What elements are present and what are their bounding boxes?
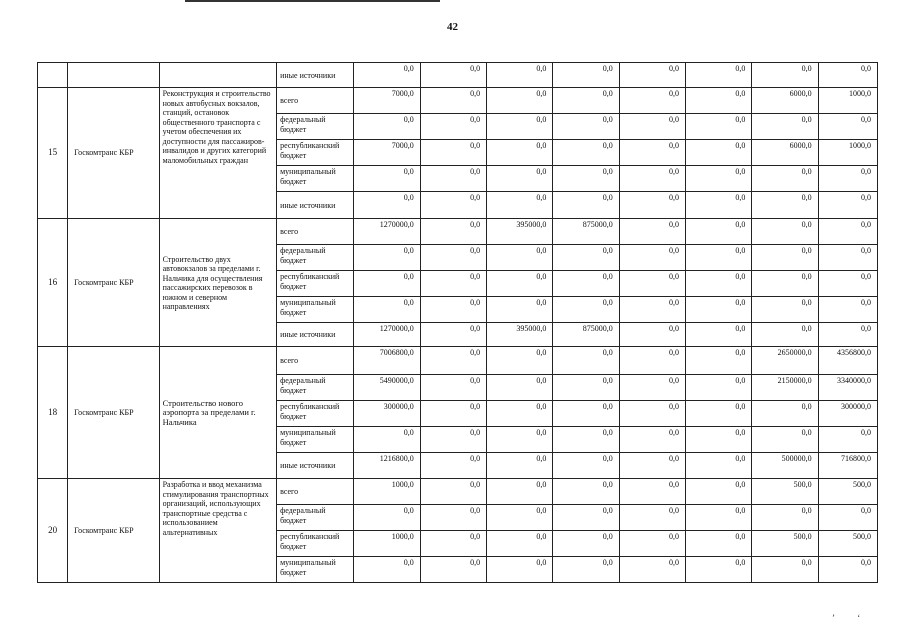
value-cell: 0,0: [420, 166, 486, 192]
value-cell: 0,0: [686, 375, 752, 401]
source-cell: иные источники: [277, 453, 354, 479]
value-cell: 0,0: [619, 401, 685, 427]
value-cell: 500,0: [752, 531, 818, 557]
value-cell: 0,0: [420, 88, 486, 114]
value-cell: 0,0: [752, 271, 818, 297]
value-cell: 2650000,0: [752, 347, 818, 375]
value-cell: 0,0: [752, 557, 818, 583]
value-cell: 0,0: [354, 63, 420, 88]
value-cell: 875000,0: [553, 323, 619, 347]
value-cell: 0,0: [553, 192, 619, 219]
value-cell: 0,0: [420, 63, 486, 88]
value-cell: 875000,0: [553, 219, 619, 245]
value-cell: 0,0: [619, 479, 685, 505]
value-cell: 395000,0: [487, 323, 553, 347]
source-cell: федеральный бюджет: [277, 245, 354, 271]
executor-cell: Госкомтранс КБР: [68, 219, 159, 347]
value-cell: 0,0: [487, 505, 553, 531]
value-cell: 0,0: [619, 192, 685, 219]
value-cell: 0,0: [818, 166, 877, 192]
value-cell: 0,0: [487, 166, 553, 192]
value-cell: 1216800,0: [354, 453, 420, 479]
value-cell: 0,0: [619, 427, 685, 453]
value-cell: 0,0: [686, 557, 752, 583]
source-cell: всего: [277, 219, 354, 245]
value-cell: 0,0: [354, 505, 420, 531]
value-cell: 0,0: [619, 531, 685, 557]
value-cell: 0,0: [553, 297, 619, 323]
table-row: [38, 63, 878, 88]
source-cell: федеральный бюджет: [277, 114, 354, 140]
value-cell: 0,0: [420, 323, 486, 347]
value-cell: 0,0: [818, 505, 877, 531]
value-cell: 300000,0: [818, 401, 877, 427]
value-cell: 0,0: [420, 297, 486, 323]
value-cell: 0,0: [553, 140, 619, 166]
source-cell: муниципальный бюджет: [277, 427, 354, 453]
value-cell: 0,0: [818, 245, 877, 271]
index-cell: [38, 63, 68, 88]
value-cell: 0,0: [553, 245, 619, 271]
value-cell: 0,0: [354, 192, 420, 219]
description-cell: Разработка и ввод механизма стимулирования транспортных организаций, использующих транспортные средства с использованием альтернативных: [159, 479, 277, 583]
table-row: [38, 88, 878, 114]
value-cell: 0,0: [686, 505, 752, 531]
table-body: [38, 63, 878, 583]
value-cell: 0,0: [420, 375, 486, 401]
value-cell: 0,0: [354, 297, 420, 323]
source-cell: федеральный бюджет: [277, 375, 354, 401]
value-cell: 500,0: [818, 531, 877, 557]
value-cell: 0,0: [487, 557, 553, 583]
value-cell: 716800,0: [818, 453, 877, 479]
value-cell: 0,0: [354, 114, 420, 140]
value-cell: 0,0: [619, 323, 685, 347]
value-cell: 0,0: [420, 401, 486, 427]
value-cell: 0,0: [487, 347, 553, 375]
footer-marks: ʼ ʻ: [832, 613, 871, 623]
value-cell: 0,0: [487, 297, 553, 323]
value-cell: 0,0: [420, 531, 486, 557]
value-cell: 0,0: [420, 114, 486, 140]
value-cell: 395000,0: [487, 219, 553, 245]
description-cell: Реконструкция и строительство новых автобусных вокзалов, станций, остановок общественного транспорта с учетом обеспечения их доступности для пассажиров-инвалидов и других категорий маломобильных граждан: [159, 88, 277, 219]
value-cell: 1270000,0: [354, 219, 420, 245]
value-cell: 0,0: [487, 192, 553, 219]
table-row: [38, 219, 878, 245]
value-cell: 0,0: [619, 375, 685, 401]
value-cell: 0,0: [686, 531, 752, 557]
value-cell: 0,0: [752, 427, 818, 453]
value-cell: 0,0: [686, 140, 752, 166]
executor-cell: [68, 63, 159, 88]
value-cell: 0,0: [420, 557, 486, 583]
value-cell: 0,0: [752, 323, 818, 347]
source-cell: республиканский бюджет: [277, 401, 354, 427]
value-cell: 0,0: [619, 347, 685, 375]
value-cell: 2150000,0: [752, 375, 818, 401]
value-cell: 0,0: [619, 63, 685, 88]
value-cell: 0,0: [553, 166, 619, 192]
source-cell: муниципальный бюджет: [277, 557, 354, 583]
value-cell: 0,0: [686, 166, 752, 192]
value-cell: 0,0: [686, 271, 752, 297]
value-cell: 0,0: [487, 401, 553, 427]
value-cell: 0,0: [487, 271, 553, 297]
value-cell: 0,0: [686, 347, 752, 375]
value-cell: 0,0: [354, 427, 420, 453]
value-cell: 0,0: [553, 375, 619, 401]
executor-cell: Госкомтранс КБР: [68, 479, 159, 583]
value-cell: 6000,0: [752, 88, 818, 114]
value-cell: 0,0: [553, 427, 619, 453]
value-cell: 0,0: [619, 505, 685, 531]
budget-table: [37, 62, 878, 583]
value-cell: 0,0: [354, 557, 420, 583]
value-cell: 0,0: [752, 63, 818, 88]
value-cell: 0,0: [619, 88, 685, 114]
value-cell: 0,0: [487, 453, 553, 479]
source-cell: муниципальный бюджет: [277, 297, 354, 323]
executor-cell: Госкомтранс КБР: [68, 88, 159, 219]
value-cell: 0,0: [686, 297, 752, 323]
source-cell: всего: [277, 347, 354, 375]
value-cell: 0,0: [487, 140, 553, 166]
value-cell: 0,0: [619, 114, 685, 140]
value-cell: 0,0: [619, 453, 685, 479]
value-cell: 0,0: [686, 219, 752, 245]
value-cell: 0,0: [420, 192, 486, 219]
value-cell: 0,0: [752, 219, 818, 245]
value-cell: 0,0: [686, 114, 752, 140]
value-cell: 0,0: [619, 297, 685, 323]
value-cell: 0,0: [818, 271, 877, 297]
value-cell: 0,0: [553, 347, 619, 375]
value-cell: 6000,0: [752, 140, 818, 166]
value-cell: 0,0: [420, 140, 486, 166]
value-cell: 0,0: [487, 531, 553, 557]
value-cell: 0,0: [752, 505, 818, 531]
value-cell: 0,0: [420, 427, 486, 453]
value-cell: 0,0: [354, 245, 420, 271]
value-cell: 0,0: [686, 63, 752, 88]
value-cell: 500,0: [818, 479, 877, 505]
value-cell: 0,0: [818, 114, 877, 140]
value-cell: 0,0: [818, 192, 877, 219]
top-rule: [185, 0, 440, 2]
description-cell: Строительство двух автовокзалов за пределами г. Нальчика для осуществления пассажирских перевозок в южном и северном направлениях: [159, 219, 277, 347]
value-cell: 0,0: [487, 114, 553, 140]
value-cell: 0,0: [420, 271, 486, 297]
value-cell: 500000,0: [752, 453, 818, 479]
value-cell: 3340000,0: [818, 375, 877, 401]
value-cell: 1000,0: [818, 140, 877, 166]
value-cell: 0,0: [420, 245, 486, 271]
value-cell: 0,0: [752, 401, 818, 427]
value-cell: 0,0: [818, 297, 877, 323]
value-cell: 0,0: [686, 88, 752, 114]
source-cell: федеральный бюджет: [277, 505, 354, 531]
program-number: 20: [38, 479, 68, 583]
value-cell: 1000,0: [818, 88, 877, 114]
value-cell: 0,0: [686, 323, 752, 347]
value-cell: 0,0: [686, 401, 752, 427]
value-cell: 0,0: [487, 427, 553, 453]
value-cell: 7006800,0: [354, 347, 420, 375]
value-cell: 0,0: [553, 63, 619, 88]
value-cell: 0,0: [553, 531, 619, 557]
value-cell: 0,0: [818, 427, 877, 453]
program-number: 16: [38, 219, 68, 347]
value-cell: 5490000,0: [354, 375, 420, 401]
source-cell: всего: [277, 88, 354, 114]
value-cell: 500,0: [752, 479, 818, 505]
value-cell: 7000,0: [354, 88, 420, 114]
value-cell: 0,0: [619, 557, 685, 583]
value-cell: 0,0: [619, 140, 685, 166]
value-cell: 1270000,0: [354, 323, 420, 347]
value-cell: 0,0: [553, 271, 619, 297]
value-cell: 0,0: [619, 166, 685, 192]
value-cell: 0,0: [487, 245, 553, 271]
value-cell: 0,0: [686, 192, 752, 219]
value-cell: 0,0: [818, 557, 877, 583]
value-cell: 0,0: [553, 453, 619, 479]
value-cell: 0,0: [420, 453, 486, 479]
value-cell: 0,0: [752, 166, 818, 192]
value-cell: 0,0: [818, 63, 877, 88]
value-cell: 0,0: [553, 401, 619, 427]
page-number: 42: [447, 21, 458, 33]
value-cell: 0,0: [686, 453, 752, 479]
program-number: 15: [38, 88, 68, 219]
source-cell: иные источники: [277, 323, 354, 347]
value-cell: 1000,0: [354, 479, 420, 505]
executor-cell: Госкомтранс КБР: [68, 347, 159, 479]
value-cell: 0,0: [553, 557, 619, 583]
value-cell: 7000,0: [354, 140, 420, 166]
value-cell: 0,0: [686, 479, 752, 505]
value-cell: 0,0: [619, 245, 685, 271]
value-cell: 0,0: [420, 219, 486, 245]
value-cell: 0,0: [686, 245, 752, 271]
value-cell: 0,0: [619, 271, 685, 297]
description-cell: Строительство нового аэропорта за пределами г. Нальчика: [159, 347, 277, 479]
value-cell: 0,0: [487, 479, 553, 505]
value-cell: 0,0: [818, 323, 877, 347]
value-cell: 0,0: [553, 88, 619, 114]
value-cell: 0,0: [354, 271, 420, 297]
value-cell: 0,0: [752, 192, 818, 219]
value-cell: 0,0: [553, 114, 619, 140]
value-cell: 0,0: [420, 505, 486, 531]
source-cell: иные источники: [277, 63, 354, 88]
value-cell: 300000,0: [354, 401, 420, 427]
value-cell: 0,0: [686, 427, 752, 453]
value-cell: 0,0: [420, 479, 486, 505]
value-cell: 0,0: [752, 114, 818, 140]
table-row: [38, 347, 878, 375]
value-cell: 0,0: [487, 63, 553, 88]
source-cell: муниципальный бюджет: [277, 166, 354, 192]
value-cell: 0,0: [553, 505, 619, 531]
source-cell: всего: [277, 479, 354, 505]
value-cell: 0,0: [553, 479, 619, 505]
value-cell: 0,0: [752, 245, 818, 271]
value-cell: 0,0: [619, 219, 685, 245]
description-cell: [159, 63, 277, 88]
source-cell: республиканский бюджет: [277, 140, 354, 166]
value-cell: 0,0: [487, 375, 553, 401]
value-cell: 0,0: [818, 219, 877, 245]
value-cell: 1000,0: [354, 531, 420, 557]
value-cell: 0,0: [487, 88, 553, 114]
source-cell: иные источники: [277, 192, 354, 219]
program-number: 18: [38, 347, 68, 479]
value-cell: 0,0: [752, 297, 818, 323]
value-cell: 0,0: [420, 347, 486, 375]
value-cell: 4356800,0: [818, 347, 877, 375]
table-row: [38, 479, 878, 505]
source-cell: республиканский бюджет: [277, 531, 354, 557]
source-cell: республиканский бюджет: [277, 271, 354, 297]
value-cell: 0,0: [354, 166, 420, 192]
